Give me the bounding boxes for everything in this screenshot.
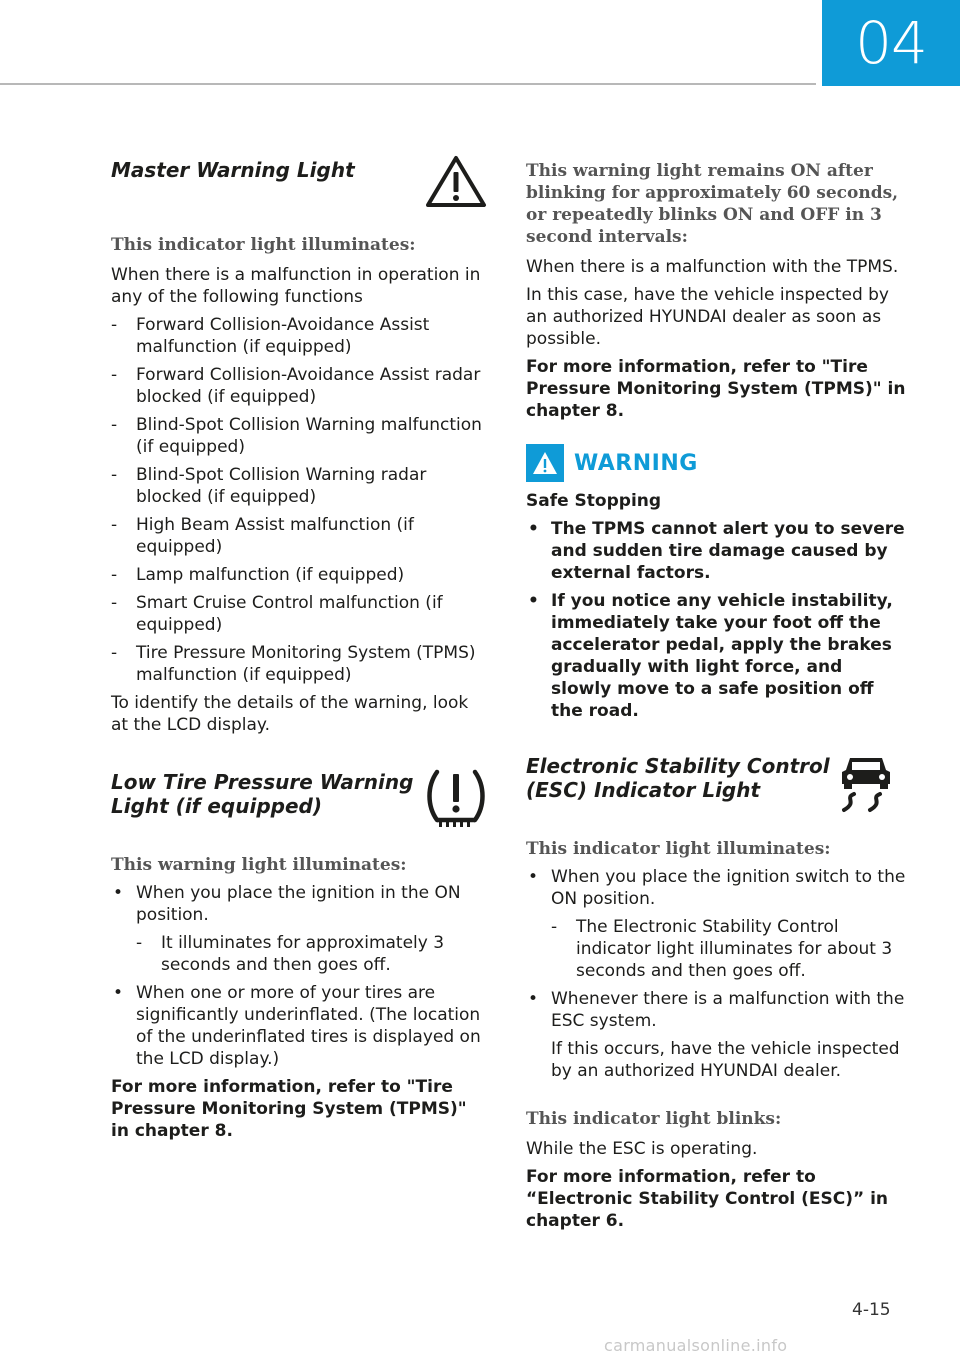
esc-reference: For more information, refer to “Electronic Stability Control (ESC)” in chapter 6.: [526, 1167, 889, 1231]
list-item: - Lamp malfunction (if equipped): [111, 564, 483, 586]
esc-bullet2-note: If this occurs, have the vehicle inspected by an authorized HYUNDAI dealer.: [551, 1039, 900, 1081]
master-intro: When there is a malfunction in operation in any of the following functions: [111, 265, 481, 307]
chapter-tab: 04: [822, 0, 960, 86]
esc-bullet2-text: Whenever there is a malfunction with the ESC system.: [551, 989, 905, 1031]
tpms-cont-reference: For more information, refer to "Tire Pressure Monitoring System (TPMS)" in chapter 8.: [526, 357, 906, 421]
list-item: - Forward Collision-Avoidance Assist malfunction (if equipped): [111, 314, 483, 358]
list-item: [111, 882, 483, 976]
esc-title-line1: Electronic Stability Control: [526, 754, 830, 778]
warning-triangle-icon: [526, 444, 564, 482]
watermark: carmanualsonline.info: [604, 1336, 788, 1355]
master-warning-title: Master Warning Light: [111, 158, 355, 182]
warning-subtitle: Safe Stopping: [526, 491, 662, 511]
right-column: [526, 160, 906, 1232]
tpms-bullet1-text: When you place the ignition in the ON position.: [136, 883, 461, 925]
warning-header: [526, 444, 906, 482]
list-item: • When one or more of your tires are significantly underinflated. (The location of the underinflated tires is displayed on the LCD display.): [111, 982, 483, 1070]
tpms-bullets: [111, 882, 483, 1070]
esc-header: [526, 754, 906, 838]
list-item: - It illuminates for approximately 3 seconds and then goes off.: [136, 932, 483, 976]
esc-illuminates-heading: This indicator light illuminates:: [526, 839, 831, 859]
list-item: • The TPMS cannot alert you to severe and sudden tire damage caused by external factors.: [526, 518, 906, 584]
master-warning-header: [111, 152, 483, 224]
list-item: - The Electronic Stability Control indicator light illuminates for about 3 seconds and then goes off.: [551, 916, 906, 982]
header-rule: [0, 83, 816, 85]
esc-title-line2: (ESC) Indicator Light: [526, 778, 761, 802]
tpms-header: [111, 770, 483, 854]
master-illuminates-heading: This indicator light illuminates:: [111, 235, 416, 255]
skidding-car-icon: [836, 750, 896, 818]
esc-bullets: [526, 866, 906, 1082]
left-column: [111, 152, 483, 1142]
tpms-title-line2: Light (if equipped): [111, 794, 322, 818]
esc-blinks-heading: This indicator light blinks:: [526, 1109, 782, 1129]
tpms-inspect-text: In this case, have the vehicle inspected by an authorized HYUNDAI dealer as soon as possible.: [526, 285, 889, 349]
list-item: - High Beam Assist malfunction (if equipped): [111, 514, 483, 558]
tpms-sublist: [136, 932, 483, 976]
master-outro: To identify the details of the warning, look at the LCD display.: [111, 693, 469, 735]
tpms-remains-on-heading: This warning light remains ON after blinking for approximately 60 seconds, or repeatedly blinks ON and OFF in 3 second intervals:: [526, 161, 899, 247]
tire-pressure-icon: [423, 764, 489, 834]
list-item: - Blind-Spot Collision Warning radar blocked (if equipped): [111, 464, 483, 508]
esc-bullet1-text: When you place the ignition switch to the ON position.: [551, 867, 906, 909]
tpms-malfunction-text: When there is a malfunction with the TPMS.: [526, 257, 899, 277]
master-function-list: [111, 314, 483, 686]
warning-label: WARNING: [574, 450, 698, 476]
warning-bullets: [526, 518, 906, 722]
list-item: - Blind-Spot Collision Warning malfunction (if equipped): [111, 414, 483, 458]
list-item: • If you notice any vehicle instability, immediately take your foot off the accelerator pedal, apply the brakes gradually with light force, and slowly move to a safe position off the road.: [526, 590, 906, 722]
tpms-reference: For more information, refer to "Tire Pressure Monitoring System (TPMS)" in chapter 8.: [111, 1077, 467, 1141]
tpms-title-line1: Low Tire Pressure Warning: [111, 770, 414, 794]
list-item: - Forward Collision-Avoidance Assist radar blocked (if equipped): [111, 364, 483, 408]
esc-sublist: [551, 916, 906, 982]
list-item: - Tire Pressure Monitoring System (TPMS) malfunction (if equipped): [111, 642, 483, 686]
page-number: 4-15: [852, 1300, 891, 1320]
list-item: - Smart Cruise Control malfunction (if equipped): [111, 592, 483, 636]
tpms-illuminates-heading: This warning light illuminates:: [111, 855, 407, 875]
list-item: [526, 866, 906, 982]
warning-triangle-icon: [425, 154, 487, 212]
esc-blinks-text: While the ESC is operating.: [526, 1139, 758, 1159]
list-item: [526, 988, 906, 1082]
